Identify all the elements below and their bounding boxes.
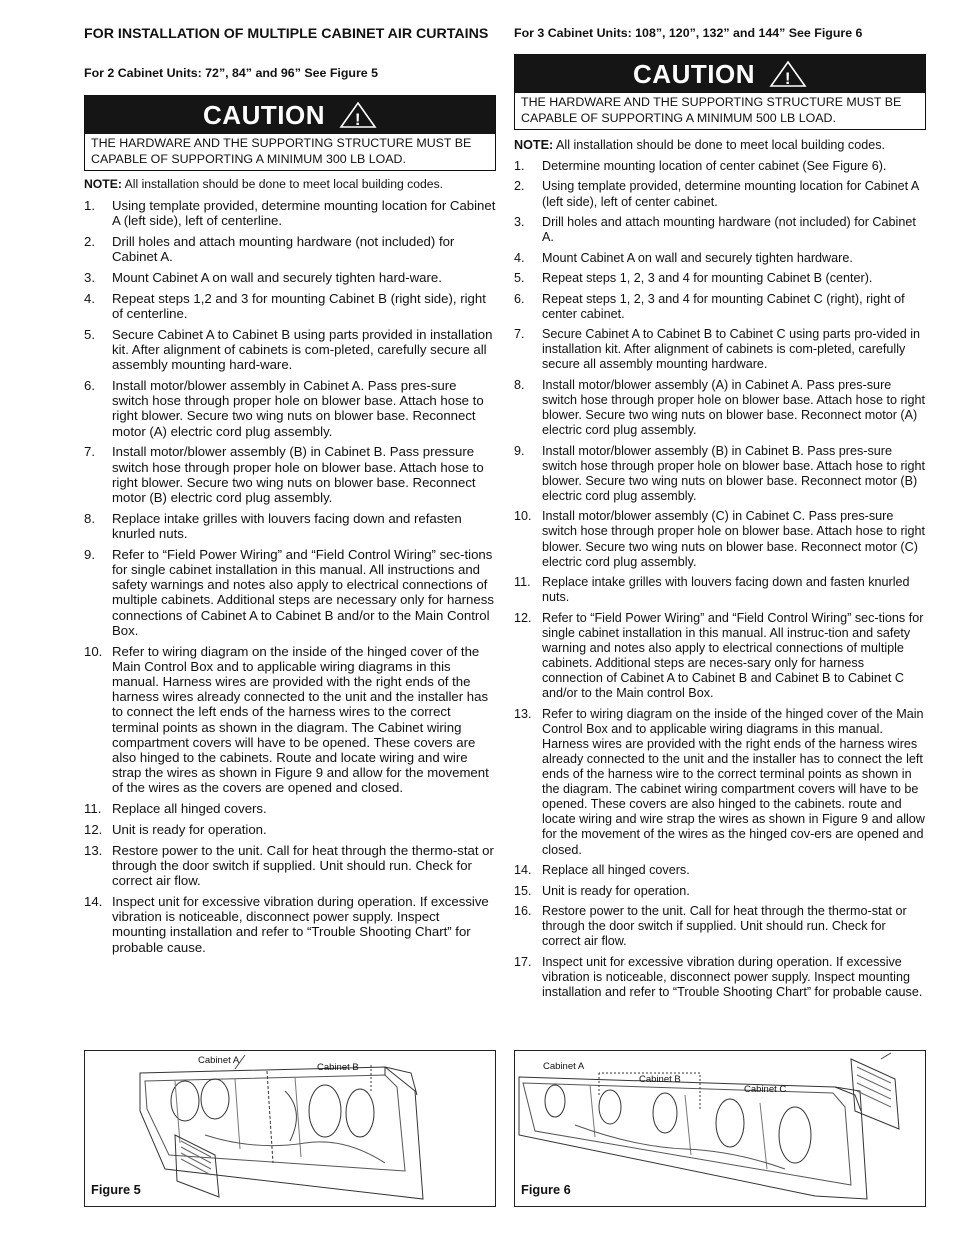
warning-triangle-icon: [339, 101, 377, 129]
cabinet-b-label: Cabinet B: [639, 1074, 681, 1085]
step-text: Install motor/blower assembly (A) in Cabinet A. Pass pres-sure switch hose through proper hole on blower base. Attach hose to right blower. Secure two wing nuts on blower base. Reconnect motor (A) electric cord plug assembly.: [542, 377, 925, 438]
step-item: [84, 291, 496, 321]
step-number: 12.: [514, 610, 532, 625]
step-item: [84, 822, 496, 837]
step-number: 13.: [84, 842, 103, 858]
step-text: Replace all hinged covers.: [112, 801, 267, 817]
step-item: [514, 327, 926, 372]
right-steps-list: [514, 159, 926, 1005]
svg-text:!: !: [354, 110, 362, 129]
step-text: Unit is ready for operation.: [542, 883, 690, 898]
step-item: [84, 270, 496, 285]
step-text: Restore power to the unit. Call for heat through the thermo-stat or through the door switch if supplied. Unit should run. Check for correct air flow.: [112, 842, 494, 889]
step-item: [514, 509, 926, 569]
step-item: [84, 327, 496, 373]
step-text: Replace intake grilles with louvers facing down and fasten knurled nuts.: [542, 575, 910, 605]
note-text: All installation should be done to meet local building codes.: [553, 138, 886, 152]
step-number: 6.: [84, 378, 95, 393]
step-text: Using template provided, determine mounting location for Cabinet A (left side), left of centerline.: [112, 198, 496, 229]
step-item: [514, 444, 926, 504]
step-text: Install motor/blower assembly in Cabinet A. Pass pres-sure switch hose through proper hole on blower base. Attach hose to right blower. Secure two wing nuts on blower base. Reconnect motor (A) electric cord plug assembly.: [112, 378, 484, 439]
step-text: Inspect unit for excessive vibration during operation. If excessive vibration is noticeable, disconnect power supply. Inspect mounting installation and refer to “Trouble Shooting Chart” for probable cause.: [112, 894, 489, 955]
step-number: 11.: [514, 575, 531, 590]
step-text: Unit is ready for operation.: [112, 822, 267, 838]
step-text: Determine mounting location of center cabinet (See Figure 6).: [542, 159, 887, 173]
step-number: 9.: [514, 443, 525, 458]
step-item: [514, 179, 926, 209]
step-number: 16.: [514, 903, 532, 918]
section-heading: FOR INSTALLATION OF MULTIPLE CABINET AIR CURTAINS: [84, 26, 489, 42]
step-text: Repeat steps 1,2 and 3 for mounting Cabinet B (right side), right of centerline.: [112, 290, 486, 321]
step-item: [514, 904, 926, 949]
step-item: [514, 292, 926, 322]
step-number: 4.: [84, 290, 95, 306]
step-item: [514, 378, 926, 438]
cabinet-c-label: Cabinet C: [744, 1084, 787, 1095]
step-text: Repeat steps 1, 2, 3 and 4 for mounting Cabinet B (center).: [542, 271, 873, 286]
step-item: [514, 707, 926, 858]
step-number: 14.: [514, 863, 532, 878]
step-text: Inspect unit for excessive vibration during operation. If excessive vibration is noticeable, disconnect power supply. Inspect mounting installation and refer to “Trouble Shooting Chart” for probable cause.: [542, 954, 923, 999]
note: [84, 177, 496, 191]
note-text: All installation should be done to meet local building codes.: [121, 177, 444, 191]
cabinet-a-label: Cabinet A: [543, 1061, 585, 1072]
note-label: NOTE:: [84, 177, 122, 191]
cabinet-b-label: Cabinet B: [317, 1062, 359, 1073]
step-item: [514, 884, 926, 899]
step-number: 12.: [84, 822, 103, 838]
step-item: [514, 215, 926, 245]
step-text: Refer to “Field Power Wiring” and “Field Control Wiring” sec-tions for single cabinet installation in this manual. All instruc-tion and safety warning and notes also apply to electrical connections of multiple cabinets. Additional steps are neces-sary only for harness connection of Cabinet A to Cabinet B and Cabinet B to Cabinet C and/or to the Main control Box.: [542, 610, 924, 701]
warning-triangle-icon: [769, 60, 807, 88]
figure-6-illustration: [515, 1051, 925, 1206]
caution-text: THE HARDWARE AND THE SUPPORTING STRUCTURE MUST BE CAPABLE OF SUPPORTING A MINIMUM 300 LB LOAD.: [91, 136, 472, 166]
step-text: Replace intake grilles with louvers facing down and refasten knurled nuts.: [112, 510, 462, 542]
step-text: Restore power to the unit. Call for heat through the thermo-stat or through the door switch if supplied. Unit should run. Check for correct air flow.: [542, 903, 907, 949]
step-number: 2.: [84, 234, 95, 249]
step-number: 9.: [84, 546, 95, 562]
step-number: 2.: [514, 179, 525, 194]
step-text: Refer to “Field Power Wiring” and “Field Control Wiring” sec-tions for single cabinet installation in this manual. All instructions and safety warnings and notes also apply to electrical connections of multiple cabinets. Additional steps are necessary only for harness connections of Cabinet A to Cabinet B and/or to the Main Control Box.: [112, 546, 494, 638]
step-number: 8.: [514, 377, 525, 392]
step-number: 10.: [514, 509, 532, 524]
subheading-3-cabinet: For 3 Cabinet Units: 108”, 120”, 132” and 144” See Figure 6: [514, 26, 863, 40]
step-number: 1.: [84, 198, 95, 213]
cabinet-a-label: Cabinet A: [198, 1055, 240, 1066]
step-number: 7.: [514, 327, 525, 342]
step-number: 6.: [514, 291, 525, 306]
step-number: 5.: [84, 326, 95, 342]
caution-banner: [515, 55, 925, 93]
step-item: [84, 444, 496, 505]
step-text: Mount Cabinet A on wall and securely tighten hard-ware.: [112, 270, 442, 285]
step-item: [84, 198, 496, 228]
step-number: 4.: [514, 250, 525, 265]
step-text: Refer to wiring diagram on the inside of the hinged cover of the Main Control Box and to applicable wiring diagrams in this manual. Harness wires are provided with the right ends of the harness wires already connected to the unit and the installer has to connect the left ends of the harness wires to the correct terminal points as shown in the diagram. The Cabinet wiring compartment covers will have to be opened. These covers are also hinged to the cabinets. Route and locate wiring and wire strap the wires as shown in Figure 9 and allow for the movement of the wires as the covers are opened and closed.: [112, 643, 489, 796]
step-number: 5.: [514, 271, 525, 286]
step-text: Install motor/blower assembly (B) in Cabinet B. Pass pressure switch hose through proper hole on blower base. Attach hose to right blower. Secure two wing nuts on blower base. Reconnect motor (B) electric cord plug assembly.: [112, 444, 484, 506]
caution-title: CAUTION: [633, 58, 755, 89]
step-item: [514, 251, 926, 266]
step-text: Install motor/blower assembly (C) in Cabinet C. Pass pres-sure switch hose through proper hole on blower base. Attach hose to right blower. Secure two wing nuts on blower base. Reconnect motor (C) electric cord plug assembly.: [542, 509, 925, 569]
caution-box-300lb: [84, 95, 496, 171]
left-steps-list: [84, 198, 496, 960]
step-text: Drill holes and attach mounting hardware (not included) for Cabinet A.: [112, 234, 455, 265]
figure-5: [84, 1050, 496, 1207]
step-number: 8.: [84, 510, 95, 526]
step-text: Mount Cabinet A on wall and securely tighten hardware.: [542, 250, 853, 265]
step-text: Install motor/blower assembly (B) in Cabinet B. Pass pres-sure switch hose through proper hole on blower base. Attach hose to right blower. Secure two wing nuts on blower base. Reconnect motor (B) electric cord plug assembly.: [542, 443, 925, 503]
subheading-2-cabinet: For 2 Cabinet Units: 72”, 84” and 96” See Figure 5: [84, 66, 379, 80]
step-item: [84, 234, 496, 264]
caution-banner: [85, 96, 495, 134]
step-number: 15.: [514, 883, 532, 898]
caution-title: CAUTION: [203, 99, 325, 130]
step-item: [514, 271, 926, 286]
step-number: 13.: [514, 706, 532, 721]
step-text: Refer to wiring diagram on the inside of the hinged cover of the Main Control Box and to applicable wiring diagrams in this manual. Harness wires are provided with the right ends of the harness wires already connected to the unit and the installer has to connect the left ends of the harness wire to the correct terminal points as shown in the diagram. The cabinet wiring compartment covers will have to be opened. These covers are also hinged to the cabinets. route and locate wiring and wire strap the wires as shown in Figure 9 and allow for the movement of the wires as the hinged cov-ers are opened and closed.: [542, 706, 925, 857]
step-item: [514, 955, 926, 1000]
figure-5-illustration: [85, 1051, 495, 1206]
step-item: [514, 611, 926, 702]
step-text: Replace all hinged covers.: [542, 863, 690, 878]
step-text: Drill holes and attach mounting hardware (not included) for Cabinet A.: [542, 215, 916, 245]
note: [514, 138, 926, 153]
step-item: [514, 575, 926, 605]
figure-6-label: Figure 6: [521, 1182, 571, 1197]
step-item: [84, 801, 496, 816]
caution-box-500lb: [514, 54, 926, 130]
step-number: 14.: [84, 894, 103, 910]
step-number: 17.: [514, 954, 532, 969]
step-item: [84, 894, 496, 955]
step-number: 1.: [514, 159, 525, 173]
svg-text:!: !: [784, 69, 792, 88]
step-text: Secure Cabinet A to Cabinet B to Cabinet C using parts pro-vided in installation kit. After alignment of cabinets is com-pleted, carefully secure all assembly mounting hardware.: [542, 327, 921, 372]
step-item: [514, 863, 926, 878]
step-item: [84, 843, 496, 889]
step-item: [84, 511, 496, 541]
step-item: [84, 378, 496, 439]
caution-text: THE HARDWARE AND THE SUPPORTING STRUCTURE MUST BE CAPABLE OF SUPPORTING A MINIMUM 500 LB LOAD.: [521, 95, 902, 125]
step-number: 3.: [514, 215, 525, 230]
step-number: 3.: [84, 270, 95, 285]
step-item: [514, 159, 926, 174]
note-label: NOTE:: [514, 138, 554, 152]
step-item: [84, 547, 496, 638]
figure-5-label: Figure 5: [91, 1182, 141, 1197]
step-text: Secure Cabinet A to Cabinet B using parts provided in installation kit. After alignment of cabinets is com-pleted, carefully secure all assembly mounting hard-ware.: [112, 326, 493, 373]
step-number: 11.: [84, 801, 102, 817]
step-number: 7.: [84, 444, 95, 460]
step-text: Repeat steps 1, 2, 3 and 4 for mounting Cabinet C (right), right of center cabinet.: [542, 291, 905, 321]
figure-6: [514, 1050, 926, 1207]
step-number: 10.: [84, 643, 103, 659]
step-item: [84, 644, 496, 796]
step-text: Using template provided, determine mounting location for Cabinet A (left side), left of center cabinet.: [542, 179, 919, 209]
